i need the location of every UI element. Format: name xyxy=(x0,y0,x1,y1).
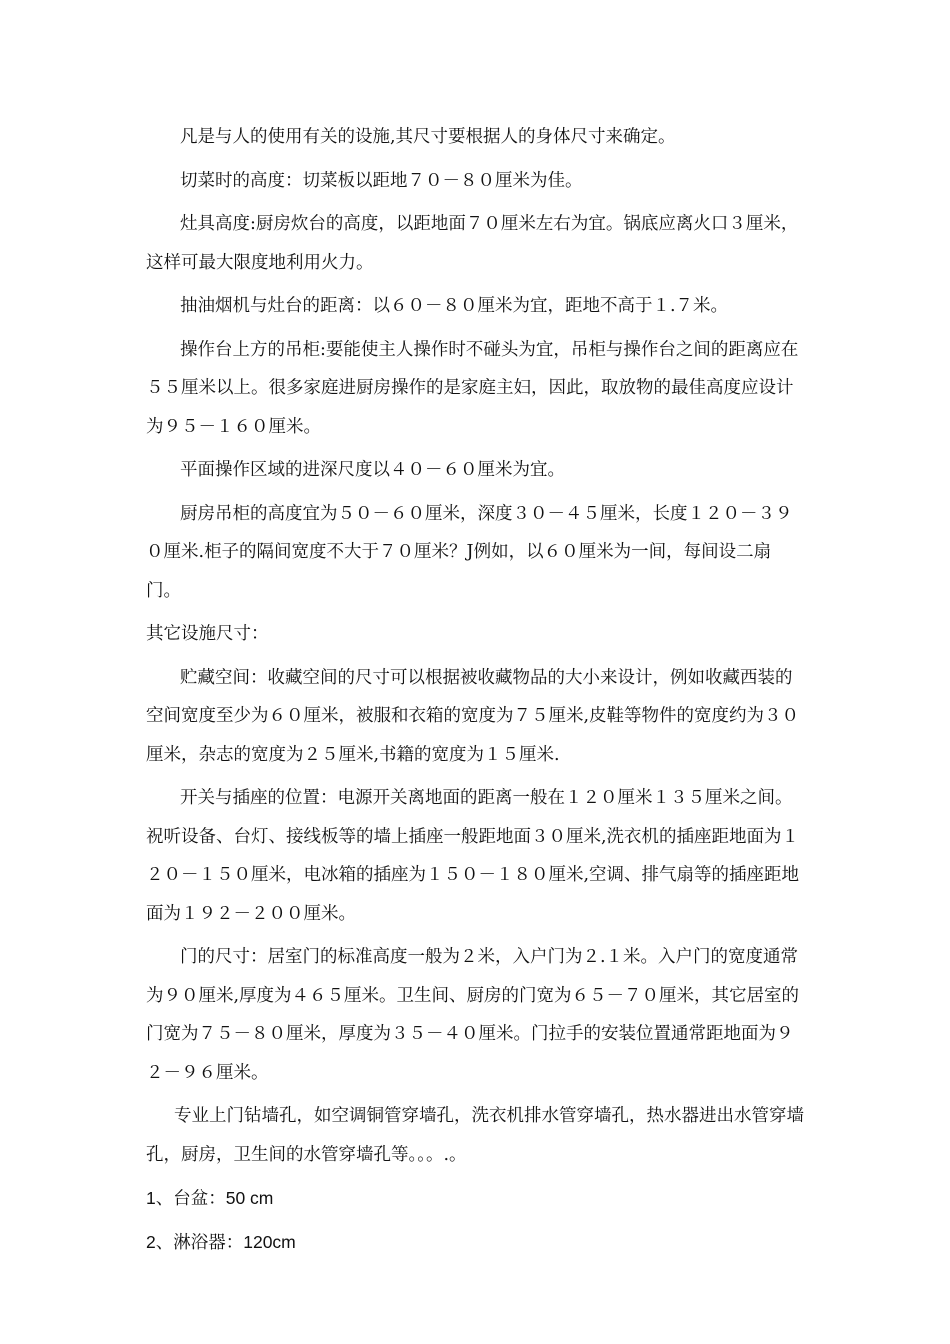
paragraph-intro: 凡是与人的使用有关的设施,其尺寸要根据人的身体尺寸来确定。 xyxy=(180,127,676,147)
paragraph-kitchen-cabinet: 厨房吊柜的高度宜为５０－６０厘米，深度３０－４５厘米，长度１２０－３９０厘米.柜子的隔间宽度不大于７０厘米？J例如，以６０厘米为一间，每间设二扇门。 xyxy=(146,503,793,601)
paragraph-door-size: 门的尺寸：居室门的标准高度一般为２米，入户门为２.１米。入户门的宽度通常为９０厘米,厚度为４６５厘米。卫生间、厨房的门宽为６５－７０厘米，其它居室的门宽为７５－８０厘米，厚度为３５－４０厘米。门拉手的安装位置通常距地面为９２－９６厘米。 xyxy=(146,947,800,1083)
paragraph-wall-drilling: 专业上门钻墙孔，如空调铜管穿墙孔，洗衣机排水管穿墙孔，热水器进出水管穿墙孔，厨房，卫生间的水管穿墙孔等。。。.。 xyxy=(146,1106,804,1165)
paragraph-switch-socket: 开关与插座的位置：电源开关离地面的距离一般在１２０厘米１３５厘米之间。祝听设备、台灯、接线板等的墙上插座一般距地面３０厘米,洗衣机的插座距地面为１２０－１５０厘米，电冰箱的插座为１５０－１８０厘米,空调、排气扇等的插座距地面为１９２－２００厘米。 xyxy=(146,788,800,924)
paragraph-storage-space: 贮藏空间：收藏空间的尺寸可以根据被收藏物品的大小来设计，例如收藏西装的空间宽度至少为６０厘米，被服和衣箱的宽度为７５厘米,皮鞋等物件的宽度约为３０厘米，杂志的宽度为２５厘米,书籍的宽度为１５厘米. xyxy=(146,667,800,765)
paragraph-range-hood: 抽油烟机与灶台的距离：以６０－８０厘米为宜，距地不高于１.７米。 xyxy=(180,296,729,316)
list-item-shower: 2、淋浴器：120cm xyxy=(146,1231,296,1252)
paragraph-work-area-depth: 平面操作区域的进深尺度以４０－６０厘米为宜。 xyxy=(180,460,565,480)
list-item-basin: 1、台盆：50 cm xyxy=(146,1188,274,1208)
paragraph-cutting-height: 切菜时的高度：切菜板以距地７０－８０厘米为佳。 xyxy=(180,170,583,191)
paragraph-stove-height: 灶具高度:厨房炊台的高度，以距地面７０厘米左右为宜。锅底应离火口３厘米，这样可最大限度地利用火力。 xyxy=(146,214,799,273)
document-body xyxy=(146,118,806,1261)
paragraph-wall-cabinet: 操作台上方的吊柜:要能使主人操作时不碰头为宜，吊柜与操作台之间的距离应在５５厘米以上。很多家庭进厨房操作的是家庭主妇，因此，取放物的最佳高度应设计为９５－１６０厘米。 xyxy=(146,339,799,437)
section-heading-other-dimensions: 其它设施尺寸： xyxy=(146,624,269,644)
